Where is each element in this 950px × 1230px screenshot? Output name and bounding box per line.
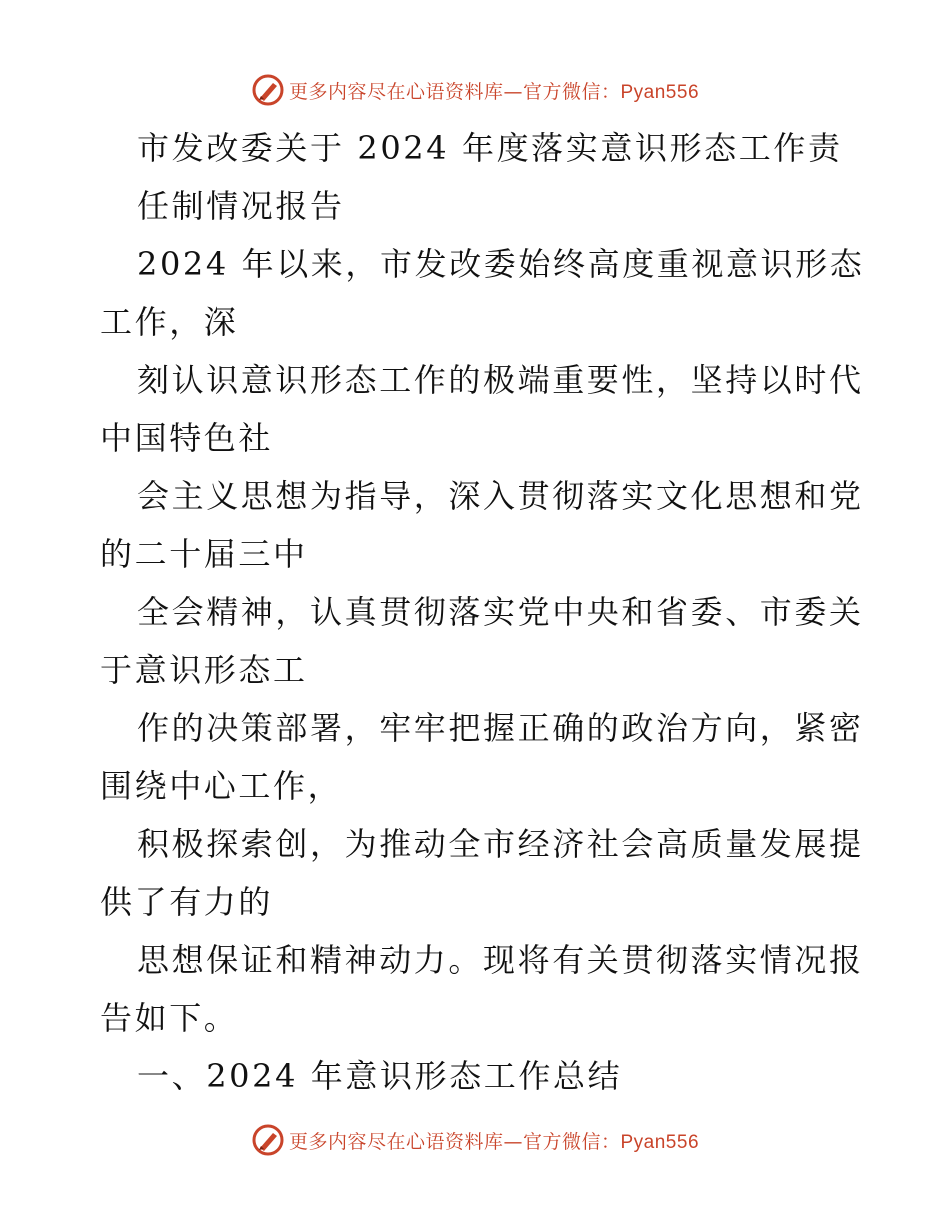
section-heading: 一、2024 年意识形态工作总结 [137,1057,623,1095]
watermark-account: Pyan556 [620,1131,700,1153]
watermark-main: 更多内容尽在心语资料库 [288,80,504,103]
paragraph-line: 作的决策部署，牢牢把握正确的政治方向，紧密 [137,709,864,747]
pen-circle-logo-icon [251,1123,285,1157]
paragraph-line: 积极探索创，为推动全市经济社会高质量发展提 [137,825,864,863]
watermark-text [289,1127,699,1154]
watermark-main: 更多内容尽在心语资料库 [288,1130,504,1153]
paragraph-line: 于意识形态工 [100,651,308,689]
watermark-separator: —官方微信： [503,80,621,103]
watermark-text [289,77,699,104]
paragraph-line: 中国特色社 [100,419,274,457]
document-title-line-1: 市发改委关于 2024 年度落实意识形态工作责 [137,129,843,167]
paragraph-line: 刻认识意识形态工作的极端重要性，坚持以时代 [137,361,864,399]
footer-watermark [0,1120,950,1160]
pen-circle-logo-icon [251,73,285,107]
paragraph-line: 2024 年以来，市发改委始终高度重视意识形态 [137,245,865,283]
paragraph-line: 的二十届三中 [100,535,308,573]
paragraph-line: 围绕中心工作， [100,767,343,805]
paragraph-line: 工作，深 [100,303,239,341]
paragraph-line: 会主义思想为指导，深入贯彻落实文化思想和党 [137,477,864,515]
paragraph-line: 思想保证和精神动力。现将有关贯彻落实情况报 [137,941,864,979]
document-title-line-2: 任制情况报告 [137,187,345,225]
header-watermark [0,70,950,110]
watermark-separator: —官方微信： [503,1130,621,1153]
watermark-account: Pyan556 [620,81,700,103]
paragraph-line: 供了有力的 [100,883,274,921]
paragraph-line: 告如下。 [100,999,239,1037]
paragraph-line: 全会精神，认真贯彻落实党中央和省委、市委关 [137,593,864,631]
